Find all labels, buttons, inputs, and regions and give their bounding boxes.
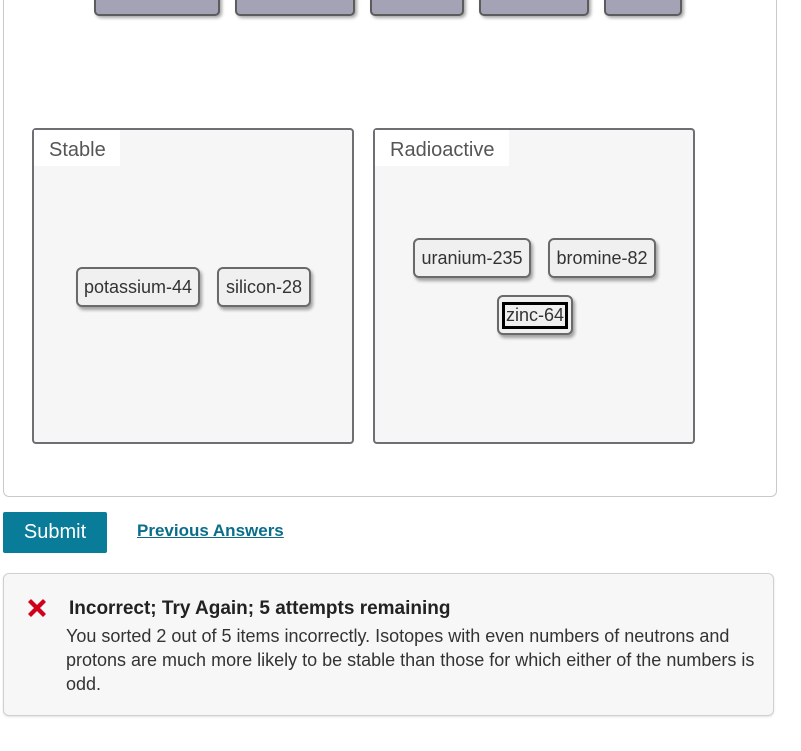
item-label: zinc-64 — [505, 304, 565, 325]
item-label: potassium-44 — [83, 276, 193, 297]
draggable-item-potassium-44[interactable] — [76, 267, 200, 307]
radioactive-drop-zone[interactable] — [373, 128, 695, 444]
item-label: bromine-82 — [556, 247, 648, 268]
draggable-item-bromine-82[interactable] — [548, 238, 656, 278]
feedback-title: Incorrect; Try Again; 5 attempts remaining — [69, 598, 451, 619]
sorting-panel — [3, 0, 777, 497]
feedback-box — [3, 573, 774, 716]
empty-item-slot[interactable] — [94, 0, 220, 16]
item-label: silicon-28 — [225, 276, 303, 297]
draggable-item-silicon-28[interactable] — [217, 267, 311, 307]
x-mark-icon — [25, 596, 49, 620]
zone-title: Stable — [34, 130, 120, 166]
submit-button[interactable]: Submit — [3, 512, 107, 553]
item-label: uranium-235 — [421, 247, 523, 268]
zone-title: Radioactive — [375, 130, 509, 166]
draggable-item-zinc-64[interactable] — [497, 295, 573, 335]
empty-item-slot[interactable] — [235, 0, 355, 16]
empty-item-slot[interactable] — [479, 0, 589, 16]
empty-item-slot[interactable] — [604, 0, 682, 16]
draggable-item-uranium-235[interactable] — [413, 238, 531, 278]
previous-answers-link[interactable]: Previous Answers — [137, 521, 284, 540]
feedback-message: You sorted 2 out of 5 items incorrectly. Isotopes with even numbers of neutrons and protons are much more likely to be stable than those for which either of the numbers is odd. — [66, 626, 755, 694]
empty-item-slot[interactable] — [370, 0, 464, 16]
stable-drop-zone[interactable] — [32, 128, 354, 444]
